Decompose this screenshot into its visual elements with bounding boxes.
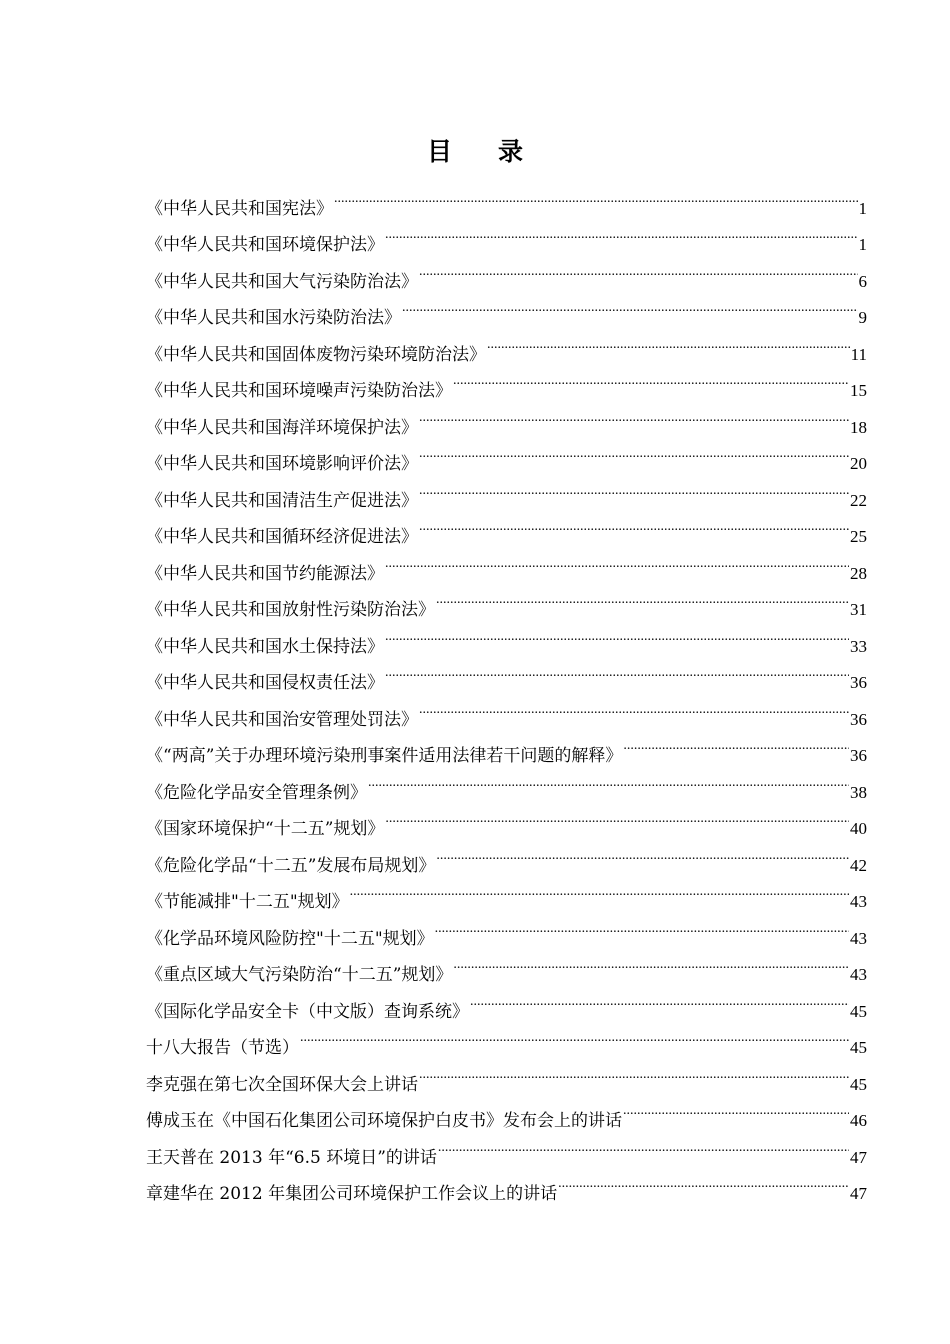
toc-dot-leader [436, 834, 849, 871]
toc-dot-leader [435, 907, 849, 944]
toc-entry-title: 《重点区域大气污染防治“十二五”规划》 [146, 965, 453, 985]
toc-entry-page-number: 45 [850, 1001, 867, 1021]
toc-entry-page-number: 43 [850, 892, 867, 911]
toc-entry-page-number: 9 [858, 308, 867, 327]
toc-entry-page-number: 43 [850, 965, 867, 984]
toc-entry-title: 章建华在 2012 年集团公司环境保护工作会议上的讲话 [146, 1184, 558, 1204]
toc-dot-leader [385, 214, 858, 251]
toc-entry-title: 《中华人民共和国固体废物污染环境防治法》 [146, 344, 486, 365]
toc-entry-page-number: 1 [858, 198, 867, 218]
toc-entry-title: 《中华人民共和国宪法》 [146, 198, 333, 219]
toc-entry-page-number: 45 [850, 1038, 867, 1057]
toc-dot-leader [419, 396, 849, 433]
toc-dot-leader [436, 579, 849, 616]
toc-dot-leader [623, 725, 849, 762]
toc-entry-title: 《中华人民共和国环境影响评价法》 [146, 454, 418, 474]
toc-entry-title: 《中华人民共和国环境噪声污染防治法》 [146, 381, 452, 401]
toc-entry[interactable] [146, 177, 867, 219]
toc-entry-title: 李克强在第七次全国环保大会上讲话 [146, 1074, 418, 1095]
toc-entry-page-number: 28 [850, 563, 867, 583]
toc-entry-page-number: 40 [850, 819, 867, 838]
toc-entry-title: 王天普在 2013 年“6.5 环境日”的讲话 [146, 1147, 437, 1168]
toc-dot-leader [350, 871, 849, 908]
toc-entry-page-number: 45 [850, 1074, 867, 1094]
toc-entry-title: 《中华人民共和国环境保护法》 [146, 235, 384, 255]
toc-list [146, 177, 867, 1204]
toc-entry-title: 《中华人民共和国放射性污染防治法》 [146, 600, 435, 620]
toc-entry-title: 《中华人民共和国清洁生产促进法》 [146, 490, 418, 511]
toc-dot-leader [438, 1126, 849, 1163]
toc-entry-title: 《中华人民共和国水污染防治法》 [146, 308, 401, 328]
toc-entry-page-number: 36 [850, 746, 867, 765]
toc-entry-title: 《节能减排"十二五"规划》 [146, 892, 349, 912]
toc-dot-leader [385, 615, 849, 652]
toc-dot-leader [470, 980, 849, 1017]
toc-entry-page-number: 20 [850, 454, 867, 473]
toc-dot-leader [419, 250, 858, 287]
toc-entry-page-number: 36 [850, 673, 867, 692]
toc-dot-leader [419, 469, 849, 506]
toc-dot-leader [402, 287, 858, 324]
toc-entry-title: 《中华人民共和国海洋环境保护法》 [146, 417, 418, 438]
toc-entry-page-number: 43 [850, 928, 867, 948]
toc-entry-title: 《危险化学品“十二五”发展布局规划》 [146, 855, 436, 876]
toc-entry-page-number: 33 [850, 636, 867, 656]
toc-entry-title: 《“两高”关于办理环境污染刑事案件适用法律若干问题的解释》 [146, 746, 623, 766]
toc-dot-leader [368, 761, 849, 798]
toc-entry-title: 《危险化学品安全管理条例》 [146, 782, 367, 803]
toc-entry-page-number: 38 [850, 782, 867, 802]
toc-dot-leader [385, 542, 849, 579]
toc-dot-leader [487, 323, 850, 360]
toc-entry-page-number: 47 [850, 1147, 867, 1167]
toc-entry-title: 《化学品环境风险防控"十二五"规划》 [146, 928, 434, 949]
toc-entry-page-number: 6 [858, 271, 867, 291]
toc-entry-page-number: 15 [850, 381, 867, 400]
toc-entry-title: 《中华人民共和国水土保持法》 [146, 636, 384, 657]
toc-entry-title: 《国家环境保护“十二五”规划》 [146, 819, 385, 839]
toc-entry-page-number: 25 [850, 527, 867, 546]
toc-entry-title: 《中华人民共和国循环经济促进法》 [146, 527, 418, 547]
toc-dot-leader [419, 1053, 849, 1090]
toc-dot-leader [300, 1017, 849, 1054]
toc-entry-title: 《国际化学品安全卡（中文版）查询系统》 [146, 1001, 469, 1022]
toc-entry-page-number: 11 [850, 344, 867, 364]
toc-entry-title: 《中华人民共和国节约能源法》 [146, 563, 384, 584]
toc-dot-leader [558, 1163, 849, 1200]
toc-dot-leader [419, 688, 849, 725]
toc-title: 目录 [426, 137, 569, 166]
toc-entry-title: 十八大报告（节选） [146, 1038, 299, 1058]
toc-entry-title: 《中华人民共和国大气污染防治法》 [146, 271, 418, 292]
toc-entry-title: 《中华人民共和国治安管理处罚法》 [146, 709, 418, 730]
toc-entry-page-number: 18 [850, 417, 867, 437]
toc-dot-leader [623, 1090, 849, 1127]
toc-dot-leader [453, 360, 849, 397]
toc-entry-title: 傅成玉在《中国石化集团公司环境保护白皮书》发布会上的讲话 [146, 1111, 622, 1131]
toc-dot-leader [385, 652, 849, 689]
toc-dot-leader [385, 798, 849, 835]
toc-entry-page-number: 1 [858, 235, 867, 254]
toc-entry-page-number: 36 [850, 709, 867, 729]
toc-entry-page-number: 47 [850, 1184, 867, 1203]
toc-entry-page-number: 42 [850, 855, 867, 875]
toc-entry-page-number: 22 [850, 490, 867, 510]
toc-entry-title: 《中华人民共和国侵权责任法》 [146, 673, 384, 693]
toc-entry-page-number: 46 [850, 1111, 867, 1130]
toc-dot-leader [334, 177, 858, 214]
toc-dot-leader [419, 506, 849, 543]
toc-dot-leader [453, 944, 849, 981]
toc-entry-page-number: 31 [850, 600, 867, 619]
toc-dot-leader [419, 433, 849, 470]
